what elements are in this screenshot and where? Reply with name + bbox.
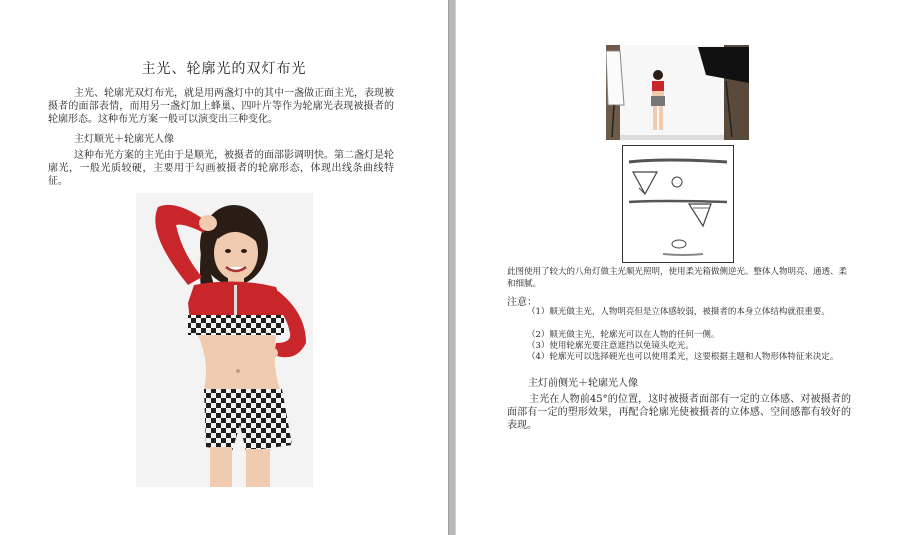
studio-illustration (606, 45, 749, 140)
note-item: （1）顺光做主光，人物明亮但是立体感较弱，被摄者的本身立体结构就很重要。 (527, 307, 830, 317)
section-subheading-2: 主灯前侧光＋轮廓光人像 (528, 378, 638, 389)
model-illustration (136, 193, 313, 487)
note-item: （2）顺光做主光，轮廓光可以在人物的任何一侧。 (527, 330, 720, 340)
right-page (456, 0, 900, 535)
left-page (0, 0, 448, 535)
note-item: （3）使用轮廓光要注意遮挡以免镜头吃光。 (527, 341, 694, 351)
intro-paragraph: 主光、轮廓光双灯布光，就是用两盏灯中的其中一盏做正面主光，表现被摄者的面部表情，而用另一盏灯加上蜂巢、四叶片等作为轮廓光表现被摄者的轮廓形态。这种布光方案一般可以演变出三种变化。 (48, 88, 394, 125)
image-caption: 此图使用了较大的八角灯做主光顺光照明，使用柔光箱做侧逆光。整体人物明亮、通透、柔和细腻。 (507, 267, 848, 289)
section-subheading: 主灯顺光＋轮廓光人像 (74, 134, 174, 145)
lighting-diagram (622, 145, 734, 263)
note-item: （4）轮廓光可以选择硬光也可以使用柔光，这要根据主题和人物形体特征来决定。 (527, 352, 839, 362)
lighting-sketch (623, 146, 733, 262)
model-photo (136, 193, 313, 487)
note-label: 注意： (507, 297, 537, 308)
studio-photo (606, 45, 749, 140)
page-title: 主光、轮廓光的双灯布光 (141, 61, 307, 77)
body-paragraph-2: 主光在人物前45°的位置，这时被摄者面部有一定的立体感、对被摄者的面部有一定的塑形效果，再配合轮廓光使被摄者的立体感、空间感都有较好的表现。 (507, 394, 851, 431)
page-gutter (448, 0, 456, 535)
body-paragraph: 这种布光方案的主光由于是顺光，被摄者的面部影调明快。第二盏灯是轮廓光，一般光质较硬，主要用于勾画被摄者的轮廓形态，体现出线条曲线特征。 (48, 150, 394, 187)
